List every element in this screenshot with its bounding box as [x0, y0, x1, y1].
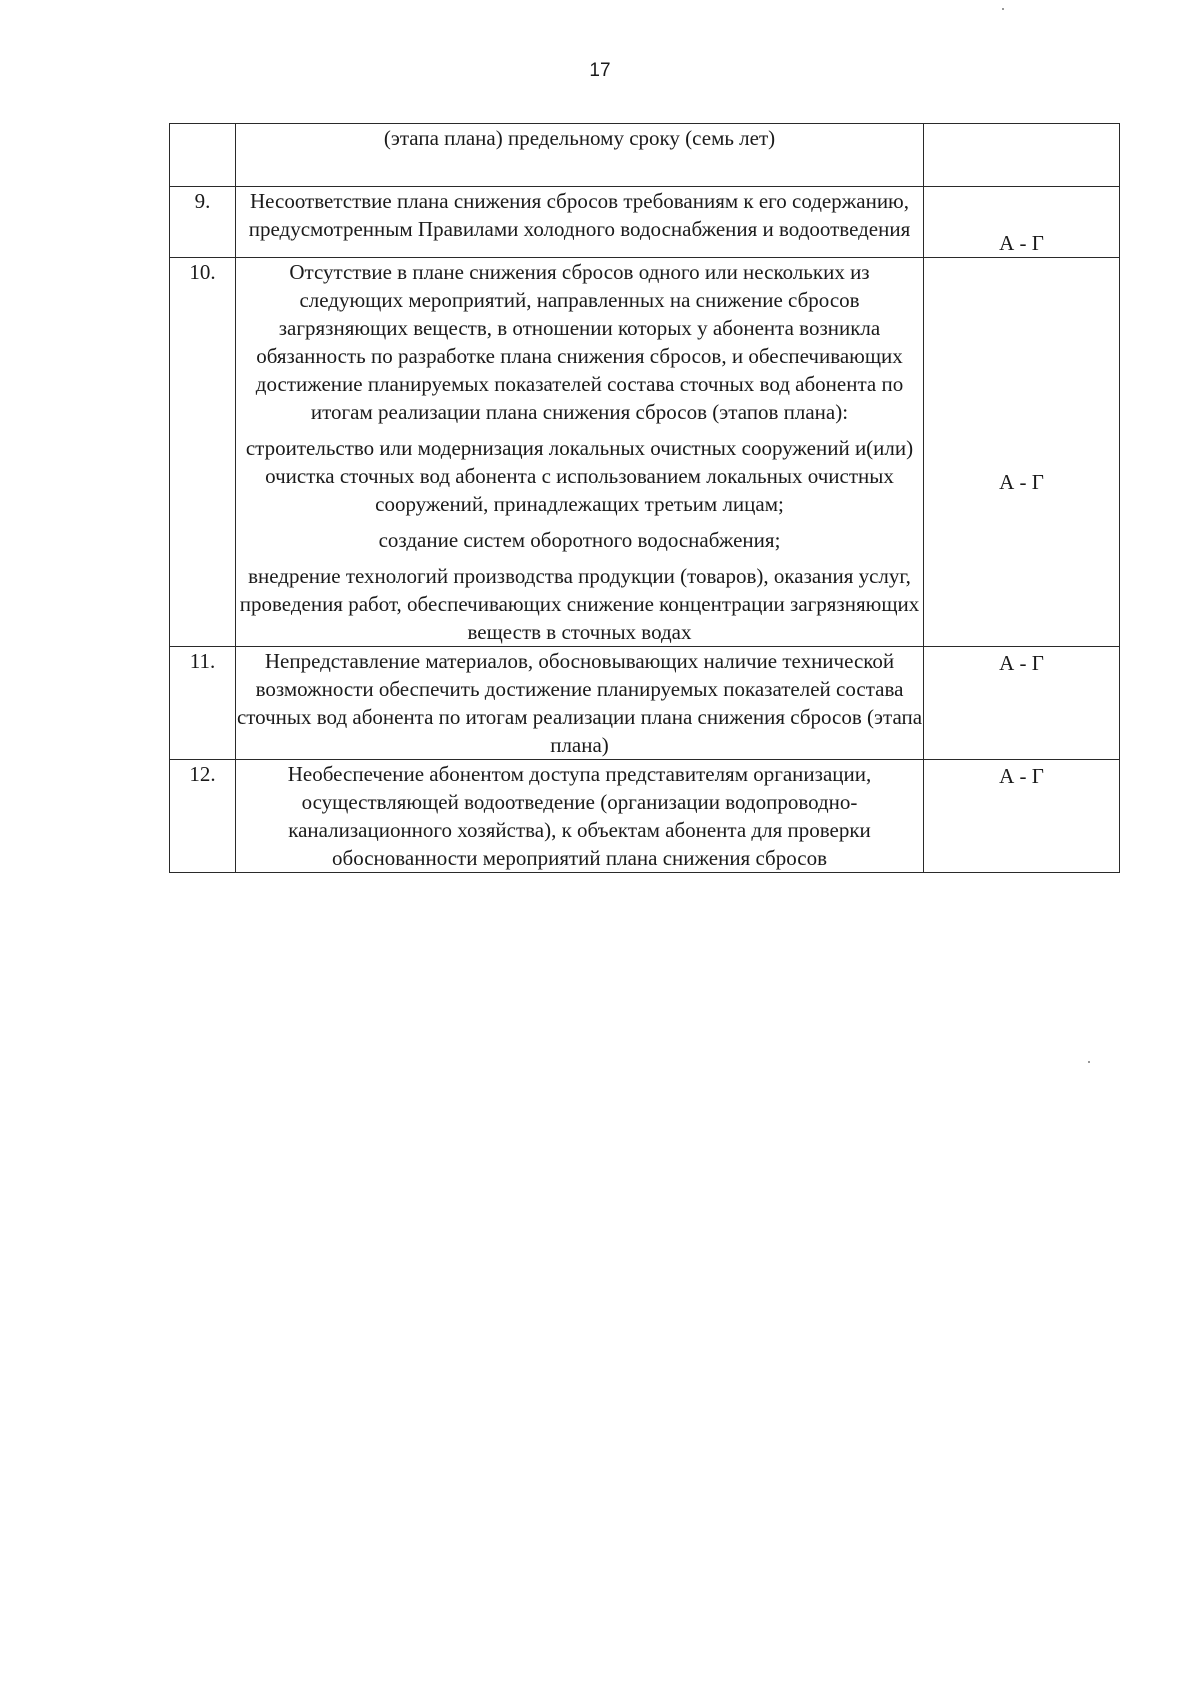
description-paragraph: внедрение технологий производства продукции (товаров), оказания услуг, проведения работ, обеспечивающих снижение концентрации загрязняющих веществ в сточных водах [239, 564, 920, 644]
description-paragraph: Отсутствие в плане снижения сбросов одного или нескольких из следующих мероприятий, направленных на снижение сбросов загрязняющих веществ, в отношении которых у абонента возникла обязанность по разработке плана снижения сбросов, и обеспечивающих достижение планируемых показателей состава сточных вод абонента по итогам реализации плана снижения сбросов (этапов плана): [255, 260, 904, 424]
description-paragraph: Непредставление материалов, обосновывающих наличие технической возможности обеспечить достижение планируемых показателей состава сточных вод абонента по итогам реализации плана снижения сбросов (этапа плана) [236, 649, 923, 757]
row-number: 9. [170, 187, 236, 258]
category-label: А - Г [999, 231, 1044, 255]
row-description [236, 258, 924, 647]
row-description [236, 647, 924, 760]
page-number: 17 [589, 60, 611, 81]
row-description [236, 760, 924, 873]
row-description [236, 124, 924, 187]
category-label: А - Г [999, 764, 1044, 788]
row-category [924, 124, 1120, 187]
violations-table [169, 123, 1120, 873]
row-number: 12. [170, 760, 236, 873]
row-category [924, 760, 1120, 873]
row-number [170, 124, 236, 187]
table-row [170, 760, 1120, 873]
row-description [236, 187, 924, 258]
row-category [924, 187, 1120, 258]
table-row [170, 647, 1120, 760]
description-paragraph: Необеспечение абонентом доступа представителям организации, осуществляющей водоотведение (организации водопроводно-канализационного хозяйства), к объектам абонента для проверки обоснованности мероприятий плана снижения сбросов [287, 762, 872, 870]
row-number: 11. [170, 647, 236, 760]
scan-speck [1088, 1061, 1090, 1063]
row-category [924, 258, 1120, 647]
table-row [170, 187, 1120, 258]
row-category [924, 647, 1120, 760]
description-paragraph: Несоответствие плана снижения сбросов требованиям к его содержанию, предусмотренным Правилами холодного водоснабжения и водоотведения [248, 189, 911, 241]
description-paragraph: строительство или модернизация локальных очистных сооружений и(или) очистка сточных вод абонента с использованием локальных очистных сооружений, принадлежащих третьим лицам; [245, 436, 914, 516]
table-row-continuation [170, 124, 1120, 187]
category-label: А - Г [999, 470, 1044, 494]
description-paragraph: создание систем оборотного водоснабжения; [378, 528, 781, 552]
table-row [170, 258, 1120, 647]
scan-speck [1002, 8, 1004, 10]
category-label: А - Г [999, 651, 1044, 675]
description-paragraph: (этапа плана) предельному сроку (семь лет) [383, 126, 776, 150]
row-number: 10. [170, 258, 236, 647]
